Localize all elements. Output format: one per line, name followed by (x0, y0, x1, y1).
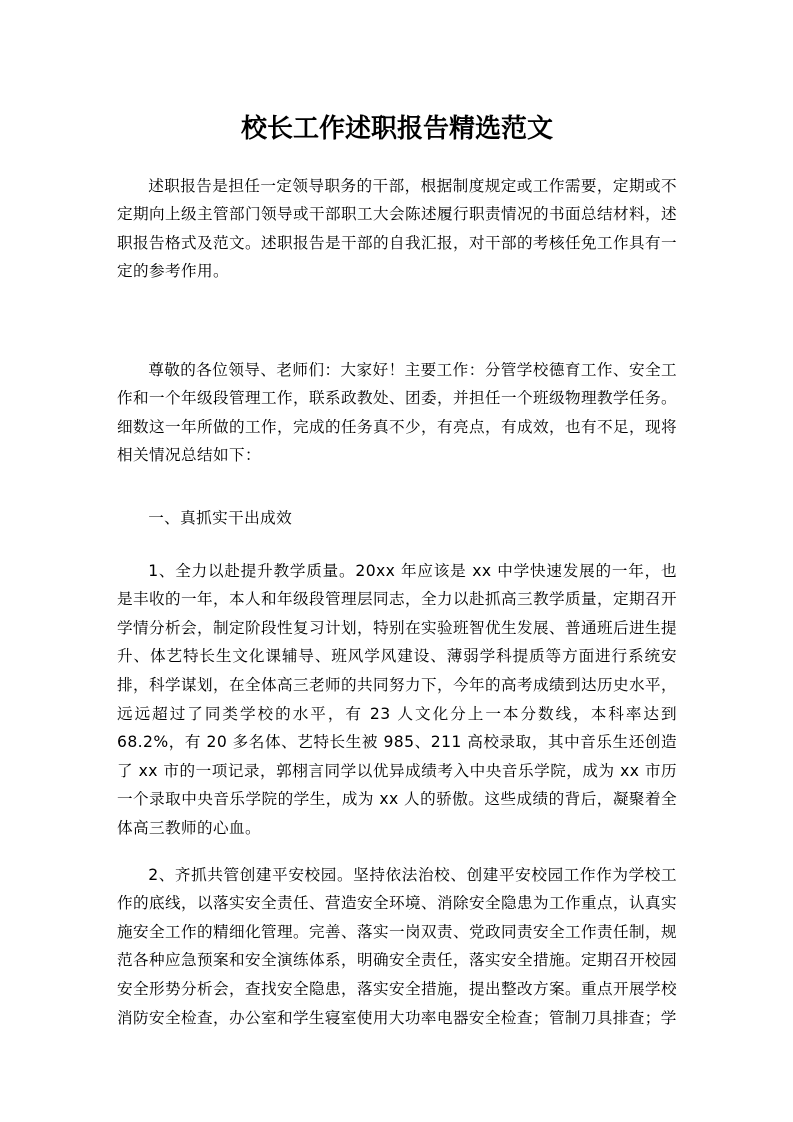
item-2-paragraph: 2、齐抓共管创建平安校园。坚持依法治校、创建平安校园工作作为学校工作的底线，以落实安全责任、营造安全环境、消除安全隐患为工作重点，认真实施安全工作的精细化管理。完善、落实一岗双责、党政同责安全工作责任制，规范各种应急预案和安全演练体系，明确安全责任，落实安全措施。定期召开校园安全形势分析会，查找安全隐患，落实安全措施，提出整改方案。重点开展学校消防安全检查，办公室和学生寝室使用大功率电器安全检查；管制刀具排查；学 (117, 865, 677, 1027)
item-1-paragraph: 1、全力以赴提升教学质量。20xx 年应该是 xx 中学快速发展的一年，也是丰收的一年，本人和年级段管理层同志，全力以赴抓高三教学质量，定期召开学情分析会，制定阶段性复习计划，特别在实验班智优生发展、普通班后进生提升、体艺特长生文化课辅导、班风学风建设、薄弱学科提质等方面进行系统安排，科学谋划，在全体高三老师的共同努力下，今年的高考成绩到达历史水平，远远超过了同类学校的水平，有 23 人文化分上一本分数线，本科率达到 68.2%，有 20 多名体、艺特长生被 985、211 高校录取，其中音乐生还创造了 xx 市的一项记录，郭栩言同学以优异成绩考入中央音乐学院，成为 xx 市历一个录取中央音乐学院的学生，成为 xx 人的骄傲。这些成绩的背后，凝聚着全体高三教师的心血。 (117, 561, 677, 837)
greeting-paragraph: 尊敬的各位领导、老师们：大家好！主要工作：分管学校德育工作、安全工作和一个年级段管理工作，联系政教处、团委，并担任一个班级物理教学任务。细数这一年所做的工作，完成的任务真不少，有亮点，有成效，也有不足，现将相关情况总结如下： (117, 360, 677, 465)
intro-paragraph: 述职报告是担任一定领导职务的干部，根据制度规定或工作需要，定期或不定期向上级主管部门领导或干部职工大会陈述履行职责情况的书面总结材料，述职报告格式及范文。述职报告是干部的自我汇报，对干部的考核任免工作具有一定的参考作用。 (117, 176, 677, 281)
section-heading: 一、真抓实干出成效 (148, 508, 293, 527)
document-title: 校长工作述职报告精选范文 (240, 114, 553, 144)
